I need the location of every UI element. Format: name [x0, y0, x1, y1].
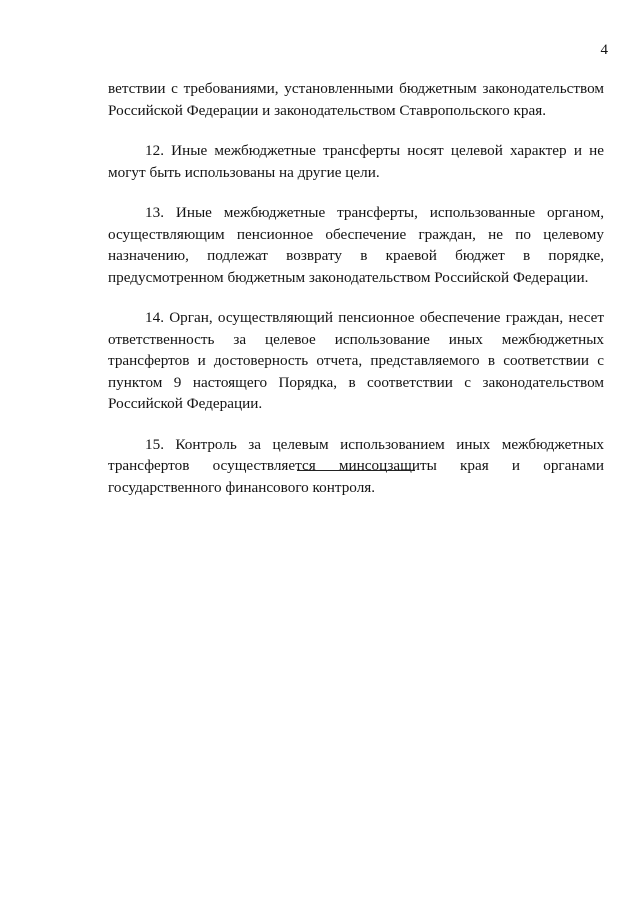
page-number: 4	[600, 42, 608, 58]
paragraph-item-12: 12. Иные межбюджетные трансферты носят целевой характер и не могут быть использованы на другие цели.	[108, 142, 604, 181]
end-divider	[297, 470, 415, 471]
paragraph-item-15: 15. Контроль за целевым использованием иных межбюджетных трансфертов осуществляется минсоцзащиты края и органами государственного финансового контроля.	[108, 435, 604, 496]
document-body	[108, 78, 604, 517]
paragraph-continuation: ветствии с требованиями, установленными бюджетным законодательством Российской Федерации и законодательством Ставропольского края.	[108, 80, 604, 119]
paragraph-item-14: 14. Орган, осуществляющий пенсионное обеспечение граждан, несет ответственность за целевое использование иных межбюджетных трансфертов и достоверность отчета, представляемого в соответствии с пунктом 9 настоящего Порядка, в соответствии с законодательством Российской Федерации.	[108, 309, 604, 412]
paragraph-item-13: 13. Иные межбюджетные трансферты, использованные органом, осуществляющим пенсионное обеспечение граждан, не по целевому назначению, подлежат возврату в краевой бюджет в порядке, предусмотренном бюджетным законодательством Российской Федерации.	[108, 204, 604, 286]
